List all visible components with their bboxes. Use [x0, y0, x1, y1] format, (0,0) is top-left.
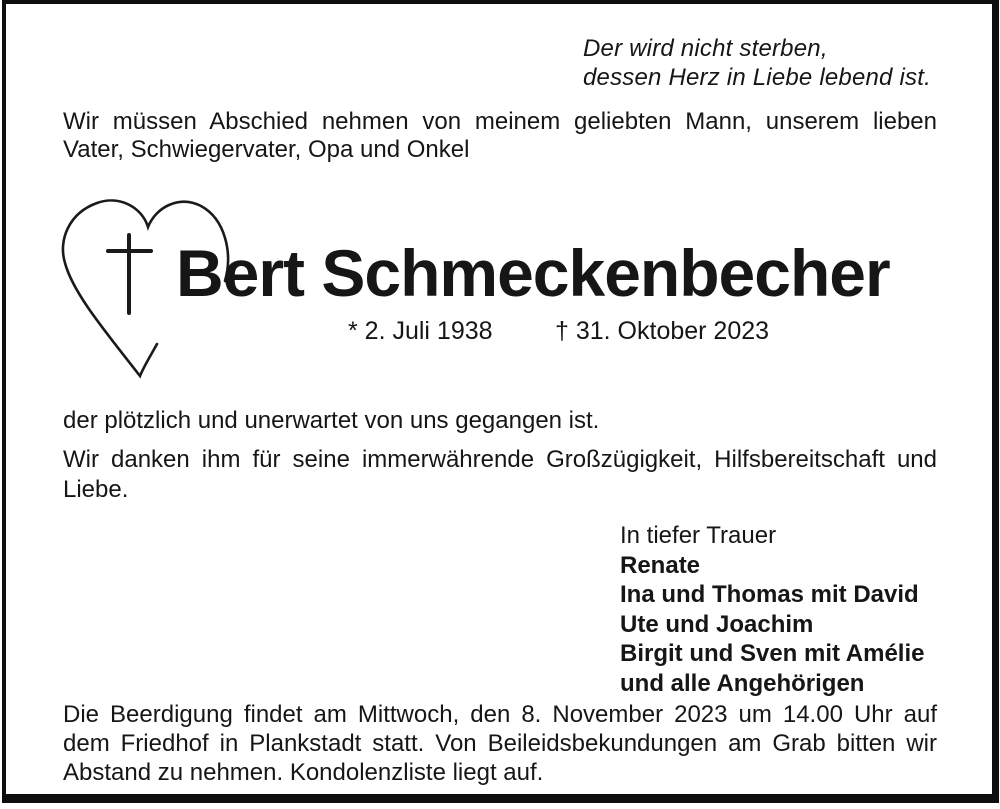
epigraph-line-2: dessen Herz in Liebe lebend ist.	[583, 64, 931, 91]
deceased-name: Bert Schmeckenbecher	[176, 236, 890, 310]
gone-line: der plötzlich und unerwartet von uns gegangen ist.	[63, 407, 600, 434]
mourner-line: Renate	[620, 551, 701, 579]
thanks-paragraph: Wir danken ihm für seine immerwährende Großzügigkeit, Hilfsbereitschaft und Liebe.	[63, 446, 937, 503]
epigraph-line-1: Der wird nicht sterben,	[583, 35, 828, 62]
mourner-line: Ute und Joachim	[620, 610, 814, 638]
intro-paragraph: Wir müssen Abschied nehmen von meinem geliebten Mann, unserem lieben Vater, Schwiegervater, Opa und Onkel	[63, 108, 937, 163]
death-date: † 31. Oktober 2023	[555, 317, 770, 345]
mourner-line: und alle Angehörigen	[620, 669, 865, 697]
mourning-heading: In tiefer Trauer	[620, 522, 777, 549]
funeral-info-paragraph: Die Beerdigung findet am Mittwoch, den 8. November 2023 um 14.00 Uhr auf dem Friedhof in Plankstadt statt. Von Beileidsbekundungen am Grab bitten wir Abstand zu nehmen. Kondolenzliste liegt auf.	[63, 701, 937, 786]
epigraph-quote	[583, 34, 931, 92]
mourner-line: Birgit und Sven mit Amélie	[620, 640, 925, 667]
mourner-line: Ina und Thomas mit David	[620, 581, 919, 608]
birth-date: * 2. Juli 1938	[348, 317, 493, 345]
mourner-list	[620, 551, 925, 699]
mourning-block	[620, 521, 925, 698]
